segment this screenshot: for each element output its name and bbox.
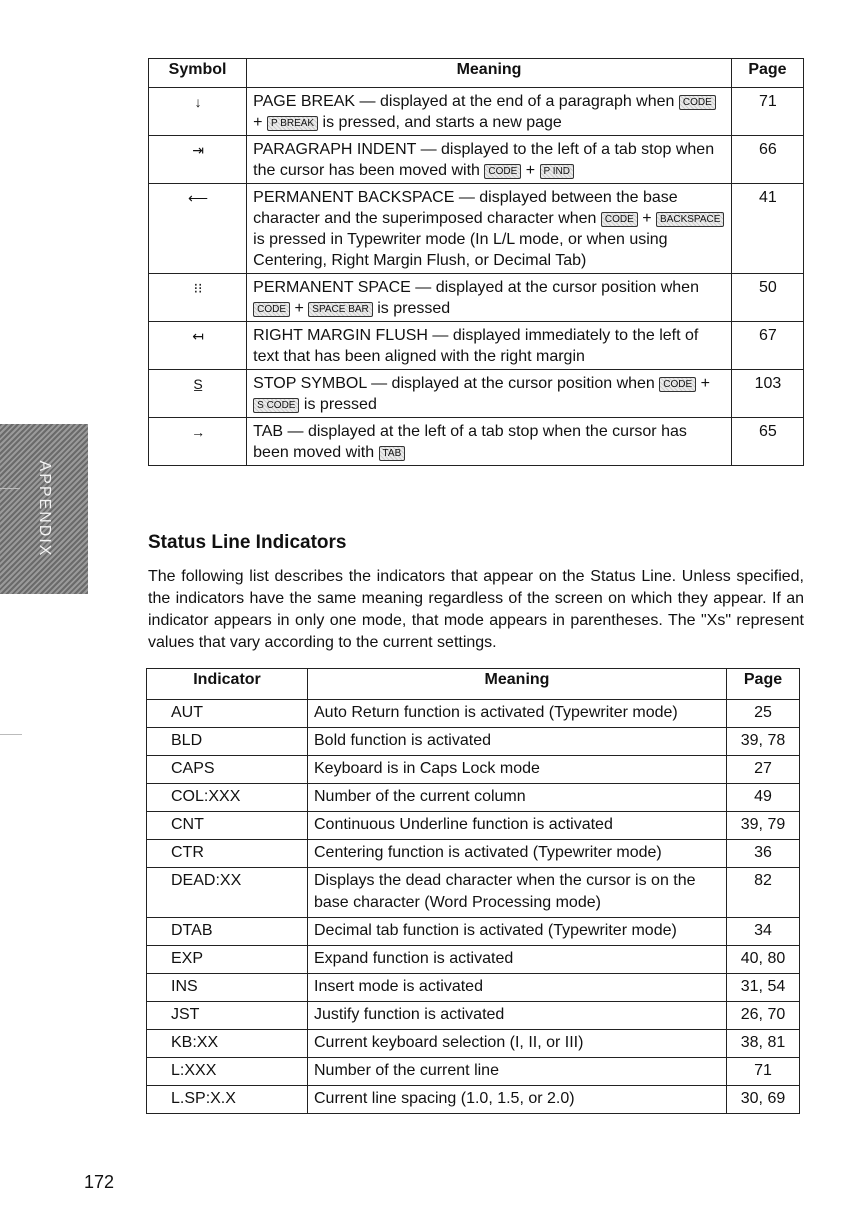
key-cap: CODE (659, 377, 696, 392)
indicator-code: INS (147, 974, 308, 1002)
indicator-row (147, 1002, 800, 1030)
symbol-table-header (149, 59, 804, 88)
meaning-text: + (253, 114, 267, 131)
indicator-meaning: Expand function is activated (308, 946, 727, 974)
indicator-row (147, 812, 800, 840)
key-cap: BACKSPACE (656, 212, 724, 227)
symbol-row (149, 322, 804, 370)
indicator-meaning: Number of the current line (308, 1058, 727, 1086)
page-ref: 31, 54 (727, 974, 800, 1002)
indicator-code: JST (147, 1002, 308, 1030)
page-ref: 38, 81 (727, 1030, 800, 1058)
page-ref: 25 (727, 700, 800, 728)
symbol-row (149, 370, 804, 418)
indicator-code: DEAD:XX (147, 868, 308, 918)
indicator-row (147, 946, 800, 974)
symbol-glyph: ↓ (149, 88, 247, 136)
symbol-glyph: ↤ (149, 322, 247, 370)
page-number: 172 (84, 1172, 115, 1192)
page-ref: 30, 69 (727, 1086, 800, 1114)
page-ref: 103 (731, 370, 803, 418)
meaning-text: is pressed (372, 300, 451, 317)
indicator-code: L.SP:X.X (147, 1086, 308, 1114)
meaning-text: + (637, 210, 657, 227)
indicator-code: CAPS (147, 756, 308, 784)
indicator-code: DTAB (147, 918, 308, 946)
symbol-glyph: S̲ (149, 370, 247, 418)
symbol-glyph: ⇥ (149, 136, 247, 184)
key-cap: SPACE BAR (308, 302, 373, 317)
indicator-code: EXP (147, 946, 308, 974)
page-ref: 65 (731, 418, 803, 466)
indicator-row (147, 1058, 800, 1086)
indicator-meaning: Number of the current column (308, 784, 727, 812)
symbol-glyph: ⟵ (149, 184, 247, 274)
meaning-text: is pressed, and starts a new page (318, 114, 562, 131)
indicator-meaning: Current line spacing (1.0, 1.5, or 2.0) (308, 1086, 727, 1114)
indicator-row (147, 1086, 800, 1114)
key-cap: CODE (253, 302, 290, 317)
appendix-side-tab (0, 424, 88, 594)
indicator-row (147, 840, 800, 868)
key-cap: TAB (379, 446, 406, 461)
page-ref: 26, 70 (727, 1002, 800, 1030)
indicator-meaning: Bold function is activated (308, 728, 727, 756)
symbol-meaning (247, 274, 732, 322)
indicator-meaning: Displays the dead character when the cursor is on the base character (Word Processing mode) (308, 868, 727, 918)
indicator-header: Indicator (147, 669, 308, 700)
symbol-glyph: → (149, 418, 247, 466)
meaning-text: + (696, 375, 710, 392)
indicator-code: L:XXX (147, 1058, 308, 1086)
symbol-meaning (247, 322, 732, 370)
symbol-row (149, 418, 804, 466)
symbol-row (149, 88, 804, 136)
page-ref: 39, 78 (727, 728, 800, 756)
symbol-row (149, 274, 804, 322)
symbol-glyph: ⁝⁝ (149, 274, 247, 322)
indicator-code: CNT (147, 812, 308, 840)
indicator-meaning: Decimal tab function is activated (Typewriter mode) (308, 918, 727, 946)
meaning-text: + (290, 300, 309, 317)
key-cap: CODE (679, 95, 716, 110)
indicator-meaning: Justify function is activated (308, 1002, 727, 1030)
key-cap: CODE (484, 164, 521, 179)
symbol-meaning (247, 418, 732, 466)
page-ref: 39, 79 (727, 812, 800, 840)
page-ref: 34 (727, 918, 800, 946)
indicator-row (147, 700, 800, 728)
key-cap: S CODE (253, 398, 299, 413)
key-cap: P BREAK (267, 116, 318, 131)
meaning-text: PERMANENT SPACE — displayed at the cursor position when (253, 279, 699, 296)
meaning-text: is pressed in Typewriter mode (In L/L mode, or when using Centering, Right Margin Flush, or Decimal Tab) (253, 231, 668, 269)
page-ref: 50 (731, 274, 803, 322)
side-tab-label: APPENDIX (36, 460, 53, 558)
indicator-code: COL:XXX (147, 784, 308, 812)
symbol-meaning (247, 370, 732, 418)
indicator-meaning: Insert mode is activated (308, 974, 727, 1002)
page-ref: 82 (727, 868, 800, 918)
page-header: Page (731, 59, 803, 88)
meaning-header: Meaning (308, 669, 727, 700)
indicator-code: AUT (147, 700, 308, 728)
meaning-text: PARAGRAPH INDENT — displayed to the left of a tab stop when the cursor has been moved with (253, 141, 715, 179)
symbol-row (149, 136, 804, 184)
page-ref: 49 (727, 784, 800, 812)
page-ref: 67 (731, 322, 803, 370)
page-ref: 71 (727, 1058, 800, 1086)
page-ref: 71 (731, 88, 803, 136)
key-cap: P IND (540, 164, 575, 179)
symbol-table (148, 58, 804, 466)
meaning-text: is pressed (299, 396, 377, 413)
page-ref: 36 (727, 840, 800, 868)
indicator-row (147, 784, 800, 812)
indicator-meaning: Continuous Underline function is activated (308, 812, 727, 840)
indicator-meaning: Auto Return function is activated (Typewriter mode) (308, 700, 727, 728)
meaning-text: + (521, 162, 540, 179)
meaning-text: PAGE BREAK — displayed at the end of a paragraph when (253, 93, 679, 110)
indicator-meaning: Centering function is activated (Typewriter mode) (308, 840, 727, 868)
indicator-row (147, 1030, 800, 1058)
symbol-meaning (247, 88, 732, 136)
page-ref: 66 (731, 136, 803, 184)
indicator-row (147, 868, 800, 918)
symbol-meaning (247, 184, 732, 274)
section-title: Status Line Indicators (148, 532, 347, 553)
page-ref: 27 (727, 756, 800, 784)
indicator-code: KB:XX (147, 1030, 308, 1058)
symbol-header: Symbol (149, 59, 247, 88)
indicator-table-header (147, 669, 800, 700)
indicator-row (147, 728, 800, 756)
margin-mark (0, 488, 20, 489)
meaning-text: TAB — displayed at the left of a tab stop when the cursor has been moved with (253, 423, 687, 461)
meaning-text: STOP SYMBOL — displayed at the cursor position when (253, 375, 660, 392)
meaning-text: PERMANENT BACKSPACE — displayed between the base character and the superimposed character when (253, 189, 678, 227)
indicator-meaning: Current keyboard selection (I, II, or III) (308, 1030, 727, 1058)
page-ref: 40, 80 (727, 946, 800, 974)
symbol-row (149, 184, 804, 274)
key-cap: CODE (601, 212, 638, 227)
symbol-meaning (247, 136, 732, 184)
margin-mark (0, 734, 22, 735)
page-header: Page (727, 669, 800, 700)
intro-paragraph: The following list describes the indicators that appear on the Status Line. Unless specified, the indicators have the same meaning regardless of the screen on which they appear. If an indicator appears in only one mode, that mode appears in parentheses. The "Xs" represent values that vary according to the current settings. (148, 568, 804, 651)
indicator-meaning: Keyboard is in Caps Lock mode (308, 756, 727, 784)
indicator-code: CTR (147, 840, 308, 868)
meaning-text: RIGHT MARGIN FLUSH — displayed immediately to the left of text that has been aligned with the right margin (253, 327, 699, 365)
meaning-header: Meaning (247, 59, 732, 88)
indicator-row (147, 918, 800, 946)
indicator-code: BLD (147, 728, 308, 756)
indicator-row (147, 974, 800, 1002)
indicator-row (147, 756, 800, 784)
indicator-table (146, 668, 800, 1114)
page-ref: 41 (731, 184, 803, 274)
